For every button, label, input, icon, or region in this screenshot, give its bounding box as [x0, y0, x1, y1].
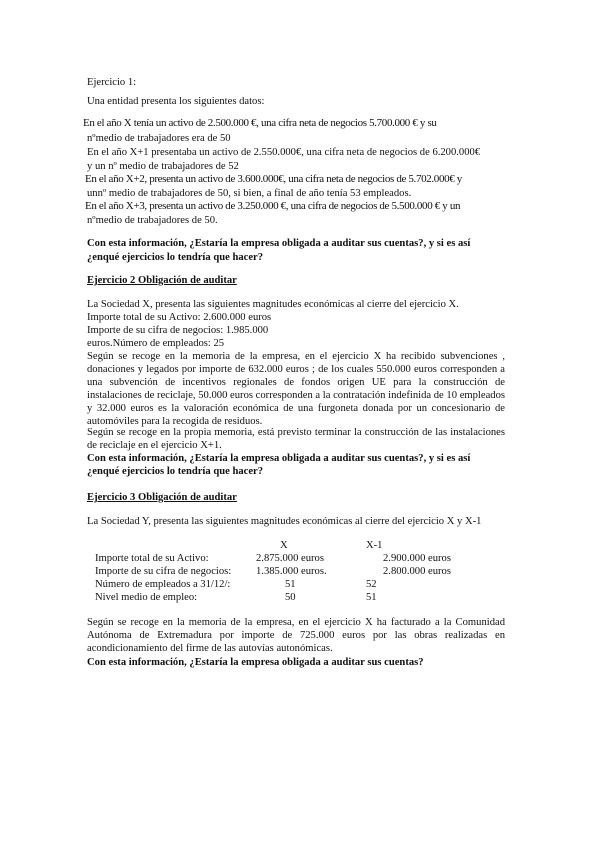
ej1-intro: Una entidad presenta los siguientes datos:: [87, 96, 265, 107]
ej2-line-2: Importe de su cifra de negocios: 1.985.000: [87, 325, 269, 336]
ej3-row-x1: 52: [366, 579, 377, 590]
ej3-row-x: 2.875.000 euros: [256, 553, 324, 564]
ej2-line-3: euros.Número de empleados: 25: [87, 338, 225, 349]
ej3-intro: La Sociedad Y, presenta las siguientes magnitudes económicas al cierre del ejercicio X y X-1: [87, 516, 482, 527]
ej3-paragraph-1: Según se recoge en la memoria de la empresa, en el ejercicio X ha facturado a la Comunidad Autónoma de Extremadura por importe de 725.000 euros por las obras realizadas en acondicionamiento del firme de las autovías autonómicas.: [87, 617, 505, 654]
ej3-question-1: Con esta información, ¿Estaría la empresa obligada a auditar sus cuentas?: [87, 657, 424, 668]
ej3-header-x: X: [280, 540, 288, 551]
ej3-row-x1: 2.800.000 euros: [383, 566, 451, 577]
ej2-question-1: Con esta información, ¿Estaría la empresa obligada a auditar sus cuentas?, y si es así: [87, 453, 471, 464]
ej1-question-1: Con esta información, ¿Estaría la empresa obligada a auditar sus cuentas?, y si es así: [87, 238, 471, 249]
ej1-line-3: En el año X+1 presentaba un activo de 2.550.000€, una cifra neta de negocios de 6.200.000€: [87, 147, 481, 158]
ej1-line-6: unnº medio de trabajadores de 50, si bien, a final de año tenía 53 empleados.: [87, 188, 412, 199]
ej3-row-label: Número de empleados a 31/12/:: [95, 579, 231, 590]
ej3-row-x1: 51: [366, 592, 377, 603]
ej2-paragraph-2: Según se recoge en la propia memoria, está previsto terminar la construcción de las instalaciones de reciclaje en el ejercicio X+1.: [87, 427, 505, 451]
ej1-line-5: En el año X+2, presenta un activo de 3.600.000€, una cifra neta de negocios de 5.702.000€ y: [85, 173, 462, 185]
ej3-row-label: Nivel medio de empleo:: [95, 592, 198, 603]
ej2-line-1: Importe total de su Activo: 2.600.000 euros: [87, 312, 272, 323]
ej3-header-x1: X-1: [366, 540, 383, 551]
ej3-title: Ejercicio 3 Obligación de auditar: [87, 492, 237, 503]
ej1-question-2: ¿enqué ejercicios lo tendría que hacer?: [87, 252, 264, 263]
ej1-line-7: En el año X+3, presenta un activo de 3.250.000 €, una cifra de negocios de 5.500.000 € y un: [85, 200, 461, 212]
ej1-line-2: nºmedio de trabajadores era de 50: [87, 133, 231, 144]
ej2-paragraph-1: Según se recoge en la memoria de la empresa, en el ejercicio X ha recibido subvenciones , donaciones y legados por importe de 632.000 euros ; de los cuales 550.000 euros corresponden a una subvención de incentivos regionales de fondos origen UE para la construcción de instalaciones de reciclaje, 50.000 euros corresponden a la contratación indefinida de 10 empleados y 32.000 euros es la valoración económica de una furgoneta donada por un concesionario de automóviles para la recogida de residuos.: [87, 351, 505, 427]
ej3-row-x1: 2.900.000 euros: [383, 553, 451, 564]
ej2-intro: La Sociedad X, presenta las siguientes magnitudes económicas al cierre del ejercicio X.: [87, 299, 459, 310]
ej3-row-label: Importe de su cifra de negocios:: [95, 566, 232, 577]
ej3-row-x: 51: [285, 579, 296, 590]
ej3-row-label: Importe total de su Activo:: [95, 553, 209, 564]
ej3-row-x: 50: [285, 592, 296, 603]
ej2-question-2: ¿enqué ejercicios lo tendría que hacer?: [87, 466, 264, 477]
ej2-title: Ejercicio 2 Obligación de auditar: [87, 275, 237, 286]
ej1-line-4: y un nº medio de trabajadores de 52: [87, 161, 239, 172]
ej3-row-x: 1.385.000 euros.: [256, 566, 327, 577]
ej1-line-1: En el año X tenía un activo de 2.500.000 €, una cifra neta de negocios 5.700.000 € y su: [83, 117, 437, 129]
ej1-title: Ejercicio 1:: [87, 77, 137, 88]
ej1-line-8: nºmedio de trabajadores de 50.: [87, 215, 218, 226]
